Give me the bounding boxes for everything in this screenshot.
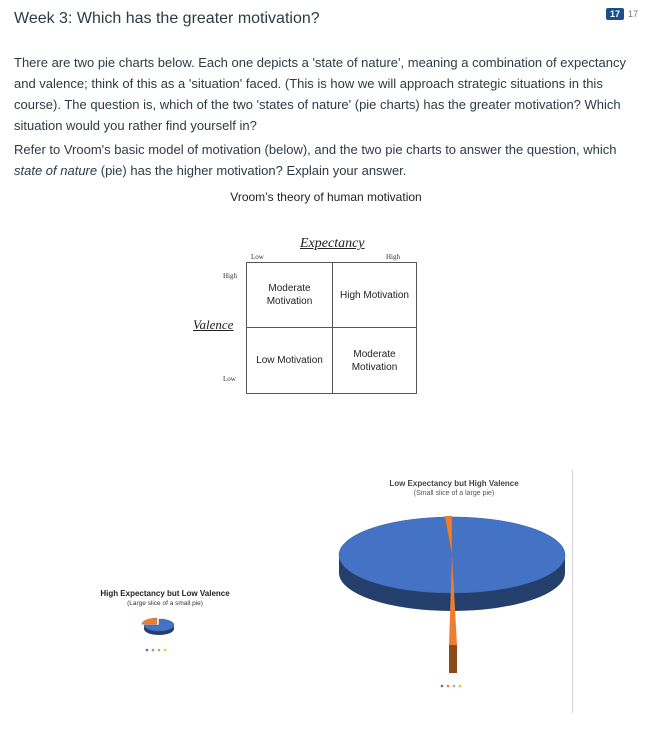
instruction-text-2: (pie) has the higher motivation? Explain your answer. — [97, 163, 407, 178]
expectancy-low-label: Low — [251, 253, 264, 261]
matrix-cell-low-valence-high-expectancy: Moderate Motivation — [351, 348, 398, 373]
vroom-matrix — [246, 262, 417, 394]
vroom-diagram-title: Vroom’s theory of human motivation — [230, 190, 422, 204]
instruction-text-1: Refer to Vroom's basic model of motivation (below), and the two pie charts to answer the question, which — [14, 142, 617, 157]
valence-axis-label: Valence — [193, 317, 234, 332]
large-pie-title: Low Expectancy but High Valence — [389, 479, 519, 488]
matrix-cell-high-valence-high-expectancy: High Motivation — [333, 263, 416, 328]
legend-dot-3 — [164, 649, 167, 652]
legend-dot-3 — [459, 685, 462, 688]
valence-low-label: Low — [223, 375, 236, 383]
small-pie-subtitle: (Large slice of a small pie) — [127, 600, 203, 607]
legend-dot-0 — [441, 685, 444, 688]
large-pie-chart — [330, 510, 580, 700]
expectancy-axis-label: Expectancy — [300, 236, 365, 251]
instruction-paragraph — [14, 139, 638, 181]
pie-slice-1 — [142, 618, 157, 624]
legend-dot-0 — [146, 649, 149, 652]
legend-dot-1 — [447, 685, 450, 688]
small-pie-title: High Expectancy but Low Valence — [100, 589, 230, 598]
page-badge — [606, 8, 638, 20]
page-badge-total: 17 — [627, 9, 638, 19]
matrix-cell-high-valence-low-expectancy: Moderate Motivation — [247, 263, 333, 328]
legend-dot-2 — [453, 685, 456, 688]
large-pie-subtitle: (Small slice of a large pie) — [413, 490, 495, 497]
page-title: Week 3: Which has the greater motivation? — [14, 10, 320, 27]
pie-sliver-side — [449, 645, 457, 673]
small-pie-chart — [135, 610, 195, 660]
instruction-emphasis: state of nature — [14, 163, 98, 178]
expectancy-high-label: High — [386, 253, 400, 261]
intro-paragraph: There are two pie charts below. Each one depicts a 'state of nature', meaning a combination of expectancy and valence; think of this as a 'situation' faced. (This is how we will approach strategic situations in this course). The question is, which of the two 'states of nature' (pie charts) has the greater motivation? Which situation would you rather find yourself in? — [14, 55, 626, 133]
legend-dot-1 — [152, 649, 155, 652]
page-badge-current: 17 — [606, 8, 624, 20]
legend-dot-2 — [158, 649, 161, 652]
valence-high-label: High — [223, 272, 237, 280]
matrix-cell-low-valence-low-expectancy: Low Motivation — [247, 328, 333, 393]
